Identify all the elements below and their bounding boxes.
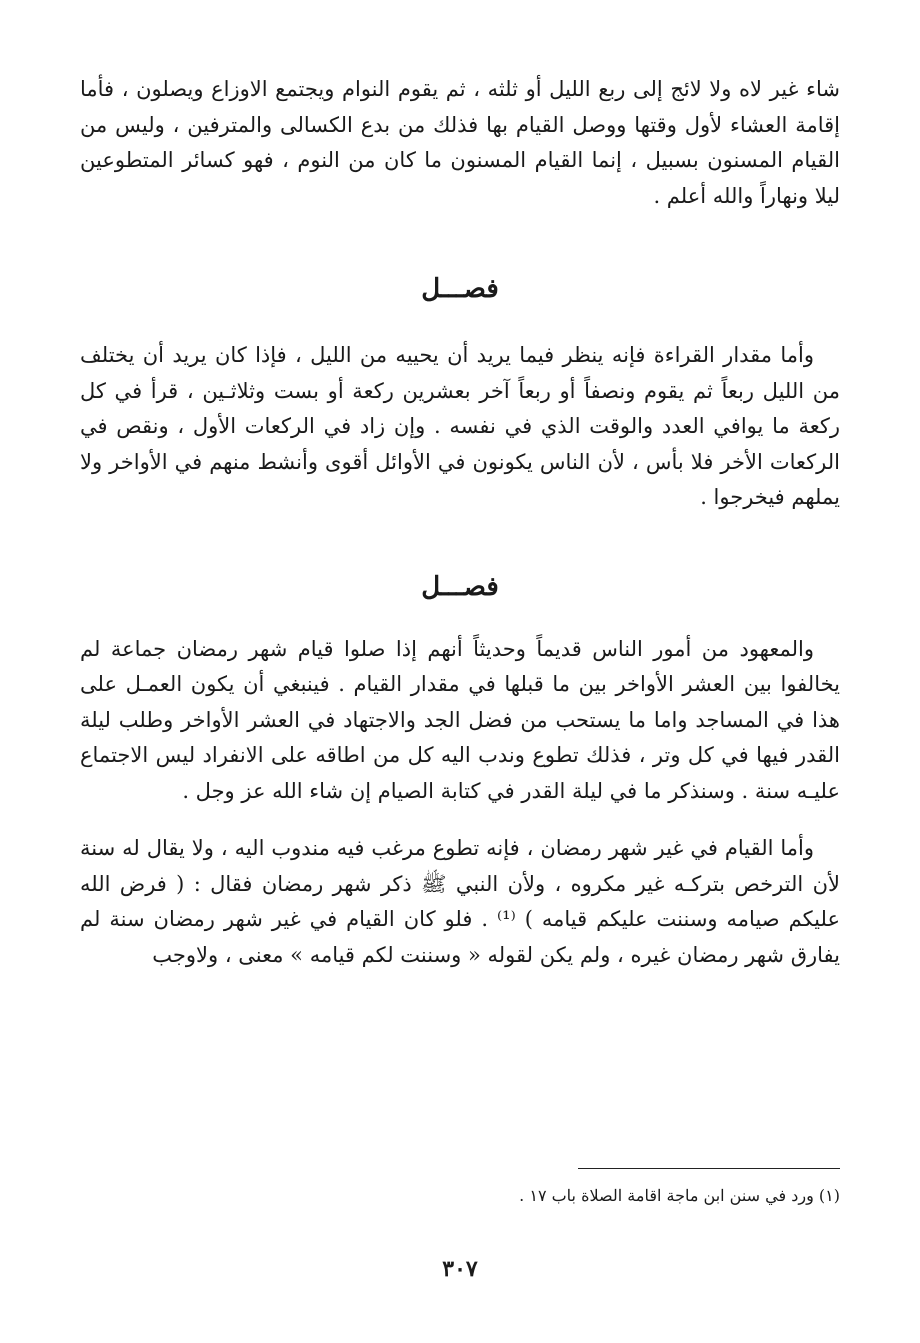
paragraph-custom (80, 632, 840, 810)
paragraph-intro: شاء غير لاه ولا لائج إلى ربع الليل أو ثلثه ، ثم يقوم النوام ويجتمع الاوزاع ويصلون ، فأما إقامة العشاء لأول وقتها ووصل القيام بها فذلك من بدع الكسالى والمترفين ، وليس من القيام المسنون بسبيل ، إنما القيام المسنون ما كان من النوم ، فهو كسائر المتطوعين ليلا ونهاراً والله أعلم . (80, 77, 841, 208)
paragraph-text: وأما القيام في غير شهر رمضان ، فإنه تطوع مرغب فيه مندوب اليه ، ولا يقال له سنة لأن الترخص بتركـه غير مكروه ، ولأن النبي ﷺ ذكر شهر رمضان فقال : ( فرض الله عليكم صيامه وسننت عليكم قيامه ) ⁽¹⁾ . فلو كان القيام في غير شهر رمضان سنة لم يفارق شهر رمضان غيره ، ولم يكن لقوله « وسننت لكم قيامه » معنى ، ولاوجب (80, 836, 840, 967)
footnote: (١) ورد في سنن ابن ماجة اقامة الصلاة باب ١٧ . (519, 1186, 840, 1205)
footnote-divider (578, 1168, 840, 1169)
paragraph-text: وأما مقدار القراءة فإنه ينظر فيما يريد أن يحييه من الليل ، فإذا كان يريد أن يختلف من الليل ربعاً ثم يقوم ونصفاً أو ربعاً آخر بعشرين ركعة أو بست وثلاثـين ، قرأ في كل ركعة ما يوافي العدد والوقت الذي في نفسه . وإن زاد في الركعات الأول ، ونقص في الركعات الأخر فلا بأس ، لأن الناس يكونون في الأوائل أقوى وأنشط منهم في الأواخر ولا يملهم فيخرجوا . (80, 343, 840, 509)
section-heading-1: فصـــل (421, 274, 499, 304)
paragraph-text: والمعهود من أمور الناس قديماً وحديثاً أنهم إذا صلوا قيام شهر رمضان جماعة لم يخالفوا بين العشر الأواخر بين ما قبلها في مقدار القيام . فينبغي أن يكون العمـل على هذا في المساجد واما ما يستحب من فضل الجد والاجتهاد في العشر الأواخر وطلب ليلة القدر فيها في كل وتر ، فذلك تطوع وندب اليه كل من اطاقه على الانفراد ليس الاجتماع عليـه سنة . وسنذكر ما في ليلة القدر في كتابة الصيام إن شاء الله عز وجل . (80, 636, 840, 803)
section-heading-2: فصـــل (421, 571, 499, 602)
page-body (80, 72, 840, 973)
paragraph-reading-amount (80, 338, 840, 516)
paragraph-outside-ramadan (80, 831, 840, 973)
page-number: ٣٠٧ (442, 1256, 478, 1282)
